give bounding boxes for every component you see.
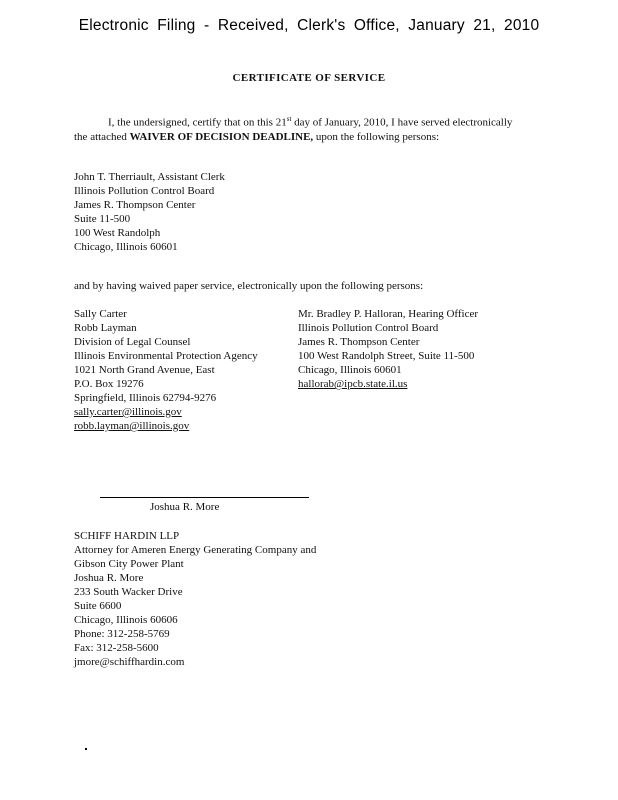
waived-line: and by having waived paper service, electronically upon the following persons: xyxy=(74,280,424,292)
address-line: 100 West Randolph Street, Suite 11-500 xyxy=(298,350,475,362)
filing-stamp: Electronic Filing - Received, Clerk's Office, January 21, 2010 xyxy=(78,17,540,34)
waived-service-text xyxy=(74,279,423,293)
address-line: Chicago, Illinois 60601 xyxy=(298,364,402,376)
intro-text-mid: day of January, 2010, I have served electronically the attached xyxy=(74,116,513,143)
address-line: Springfield, Illinois 62794-9276 xyxy=(74,392,217,404)
address-line: Sally Carter xyxy=(74,308,127,320)
email-link[interactable]: sally.carter@illinois.gov xyxy=(74,406,182,418)
address-line: John T. Therriault, Assistant Clerk xyxy=(74,171,225,183)
address-line: 1021 North Grand Avenue, East xyxy=(74,364,215,376)
signature-line xyxy=(100,497,309,498)
intro-text-end: upon the following persons: xyxy=(313,130,440,143)
address-line: Robb Layman xyxy=(74,322,137,334)
firm-line: 233 South Wacker Drive xyxy=(74,586,183,598)
firm-phone: Phone: 312-258-5769 xyxy=(74,628,170,640)
address-line: Suite 11-500 xyxy=(74,213,131,225)
intro-superscript: st xyxy=(286,115,292,123)
address-line: James R. Thompson Center xyxy=(298,336,420,348)
firm-line: Suite 6600 xyxy=(74,600,122,612)
address-line: Illinois Pollution Control Board xyxy=(74,185,215,197)
firm-email[interactable]: jmore@schiffhardin.com xyxy=(74,656,185,668)
firm-fax: Fax: 312-258-5600 xyxy=(74,642,159,654)
certificate-title: CERTIFICATE OF SERVICE xyxy=(232,72,386,84)
email-link[interactable]: hallorab@ipcb.state.il.us xyxy=(298,378,408,390)
intro-text: I, the undersigned, certify that on this 21 xyxy=(108,116,287,129)
firm-line: Chicago, Illinois 60606 xyxy=(74,614,178,626)
firm-name: SCHIFF HARDIN LLP xyxy=(74,530,180,542)
address-line: Illinois Environmental Protection Agency xyxy=(74,350,258,362)
clerk-address-block xyxy=(74,170,225,254)
firm-signature-block xyxy=(74,529,316,669)
address-line: 100 West Randolph xyxy=(74,227,161,239)
signature-name: Joshua R. More xyxy=(150,501,220,513)
epa-address-block xyxy=(74,307,258,433)
firm-line: Joshua R. More xyxy=(74,572,144,584)
certification-paragraph xyxy=(74,112,514,144)
address-line: James R. Thompson Center xyxy=(74,199,196,211)
address-line: Division of Legal Counsel xyxy=(74,336,191,348)
address-line: Illinois Pollution Control Board xyxy=(298,322,439,334)
stray-mark xyxy=(85,748,87,750)
address-line: P.O. Box 19276 xyxy=(74,378,144,390)
address-line: Mr. Bradley P. Halloran, Hearing Officer xyxy=(298,308,479,320)
hearing-officer-address-block xyxy=(298,307,478,391)
address-line: Chicago, Illinois 60601 xyxy=(74,241,178,253)
firm-line: Gibson City Power Plant xyxy=(74,558,184,570)
document-name: WAIVER OF DECISION DEADLINE, xyxy=(129,130,314,143)
firm-line: Attorney for Ameren Energy Generating Company and xyxy=(74,544,317,556)
email-link[interactable]: robb.layman@illinois.gov xyxy=(74,420,190,432)
